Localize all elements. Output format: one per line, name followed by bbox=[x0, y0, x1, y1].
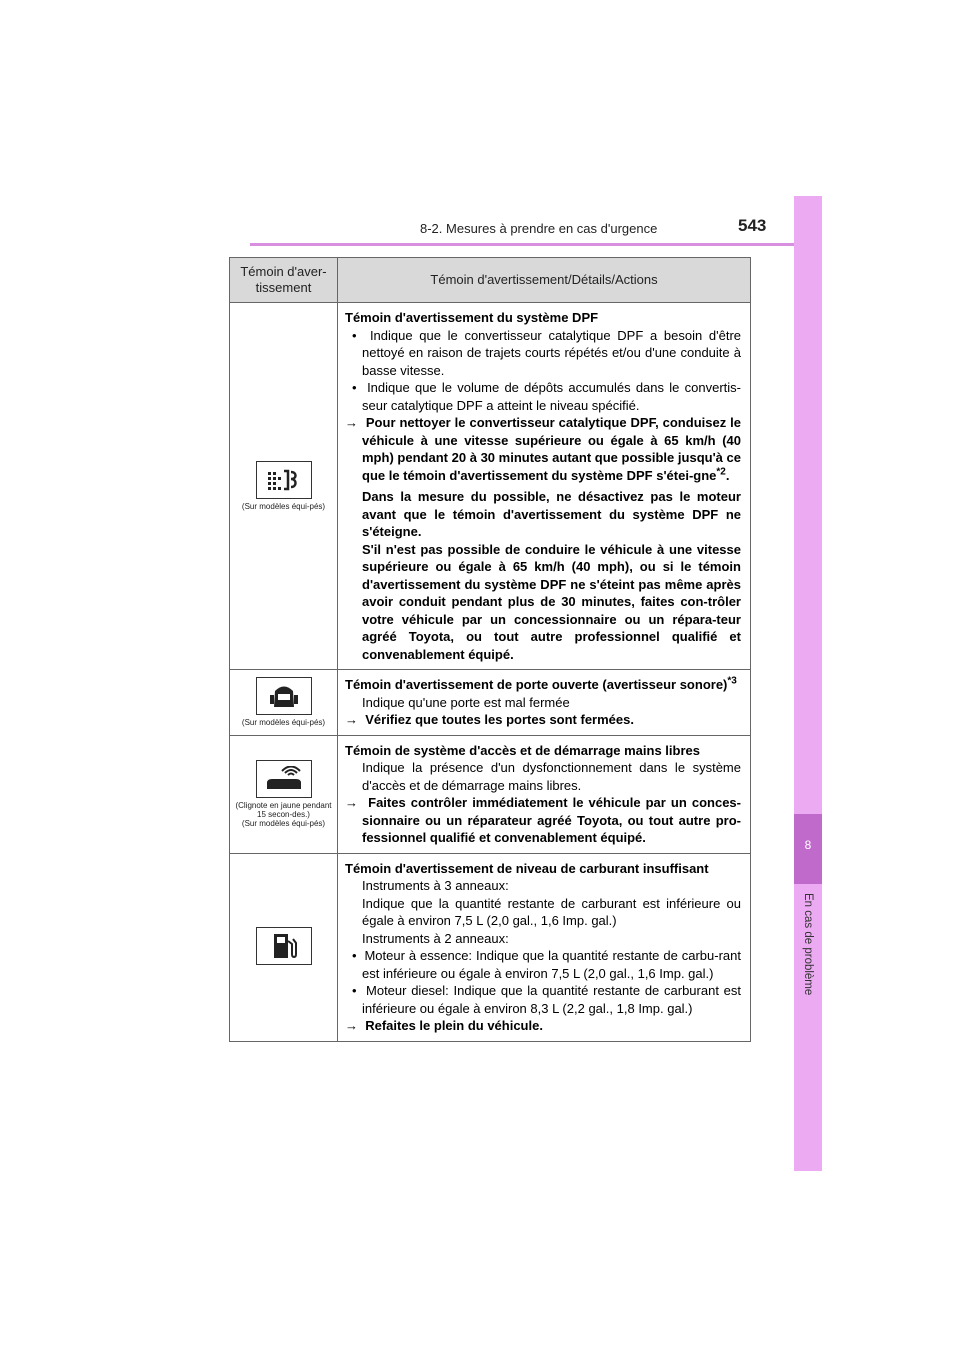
action-text: Dans la mesure du possible, ne désactivez pas le moteur avant que le témoin d'avertissement du système DPF ne s'éteigne. bbox=[362, 489, 741, 539]
chapter-number: 8 bbox=[804, 838, 812, 852]
icon-cell bbox=[230, 303, 338, 670]
action-text: → Faites contrôler immédiatement le véhicule par un conces-sionnaire ou un réparateur agréé Toyota, ou tout autre pro-fessionnel qualifié et convenablement équipé. bbox=[345, 795, 741, 845]
warning-light-table bbox=[229, 257, 751, 1042]
detail-bullet: • Indique que le convertisseur catalytique DPF a besoin d'être nettoyé en raison de trajets courts répétés et/ou d'une conduite à basse vitesse. bbox=[352, 327, 741, 378]
col-header-details: Témoin d'avertissement/Détails/Actions bbox=[338, 258, 751, 303]
icon-note: (Sur modèles équi-pés) bbox=[241, 718, 326, 728]
section-title: 8-2. Mesures à prendre en cas d'urgence bbox=[420, 221, 658, 236]
page-number: 543 bbox=[738, 216, 767, 235]
icon-note: (Sur modèles équi-pés) bbox=[241, 502, 326, 511]
row-title: Témoin d'avertissement du système DPF bbox=[345, 310, 599, 325]
action-text: S'il n'est pas possible de conduire le véhicule à une vitesse supérieure ou égale à 65 km/h (40 mph), ou si le témoin d'avertissement du système DPF ne s'éteint pas même après avoir conduit pendant plus de 30 minutes, faites con-trôler votre véhicule par un concessionnaire ou un répara-teur agréé Toyota, ou tout autre professionnel qualifié et convenablement équipé. bbox=[362, 541, 741, 662]
icon-cell bbox=[230, 735, 338, 853]
action-text: → Refaites le plein du véhicule. bbox=[345, 1018, 543, 1033]
row-title: Témoin d'avertissement de porte ouverte (avertisseur sonore)$^{*3}$ bbox=[345, 675, 737, 692]
row-title: Témoin d'avertissement de niveau de carburant insuffisant bbox=[345, 860, 709, 876]
detail-text: Indique la présence d'un dysfonctionnement dans le système d'accès et de démarrage mains libres. bbox=[362, 760, 741, 793]
header-rule bbox=[250, 243, 794, 246]
table-row bbox=[230, 853, 751, 1041]
detail-text: Indique qu'une porte est mal fermée bbox=[362, 694, 570, 710]
door-open-icon bbox=[256, 677, 312, 715]
detail-text: Indique que la quantité restante de carburant est inférieure ou égale à environ 7,5 L (2,0 gal., 1,6 Imp. gal.) bbox=[362, 895, 741, 928]
sub-heading: Instruments à 2 anneaux: bbox=[362, 930, 509, 946]
icon-note: (Sur modèles équi-pés) bbox=[241, 819, 326, 828]
fuel-pump-icon bbox=[256, 927, 312, 965]
action-text: → Pour nettoyer le convertisseur catalytique DPF, conduisez le véhicule à une vitesse supérieure ou égale à 65 km/h (40 mph) pendant 20 à 30 minutes autant que possible jusqu'à ce que le témoin d'avertissement du système DPF s'étei-gne$^{*2}$. bbox=[345, 415, 741, 483]
icon-note: (Clignote en jaune pendant 15 secon-des.) bbox=[235, 801, 332, 819]
detail-bullet: • Indique que le volume de dépôts accumulés dans le convertis-seur catalytique DPF a atteint le niveau spécifié. bbox=[352, 380, 741, 413]
footnote-ref: *2 bbox=[716, 466, 726, 478]
sub-heading: Instruments à 3 anneaux: bbox=[362, 878, 509, 893]
detail-bullet: • Moteur diesel: Indique que la quantité restante de carburant est inférieure ou égale à environ 8,3 L (2,2 gal., 1,8 Imp. gal.) bbox=[352, 983, 741, 1016]
action-text: → Vérifiez que toutes les portes sont fermées. bbox=[345, 712, 634, 727]
details-cell bbox=[338, 303, 751, 670]
chapter-title: En cas de problème bbox=[802, 893, 814, 996]
details-cell bbox=[338, 670, 751, 736]
smart-key-icon bbox=[256, 760, 312, 798]
col-header-light: Témoin d'aver-tissement bbox=[230, 258, 338, 303]
details-cell bbox=[338, 735, 751, 853]
table-row bbox=[230, 670, 751, 736]
chapter-side-tab bbox=[794, 196, 822, 1171]
table-row bbox=[230, 303, 751, 670]
details-cell bbox=[338, 853, 751, 1041]
icon-cell bbox=[230, 853, 338, 1041]
footnote-ref: *3 bbox=[727, 675, 737, 687]
detail-bullet: • Moteur à essence: Indique que la quantité restante de carbu-rant est inférieure ou égale à environ 7,5 L (2,0 gal., 1,6 Imp. gal.) bbox=[352, 948, 741, 981]
table-row bbox=[230, 735, 751, 853]
dpf-warning-icon bbox=[256, 461, 312, 499]
icon-cell bbox=[230, 670, 338, 736]
table-header-row bbox=[230, 258, 751, 303]
row-title: Témoin de système d'accès et de démarrage mains libres bbox=[345, 742, 700, 758]
